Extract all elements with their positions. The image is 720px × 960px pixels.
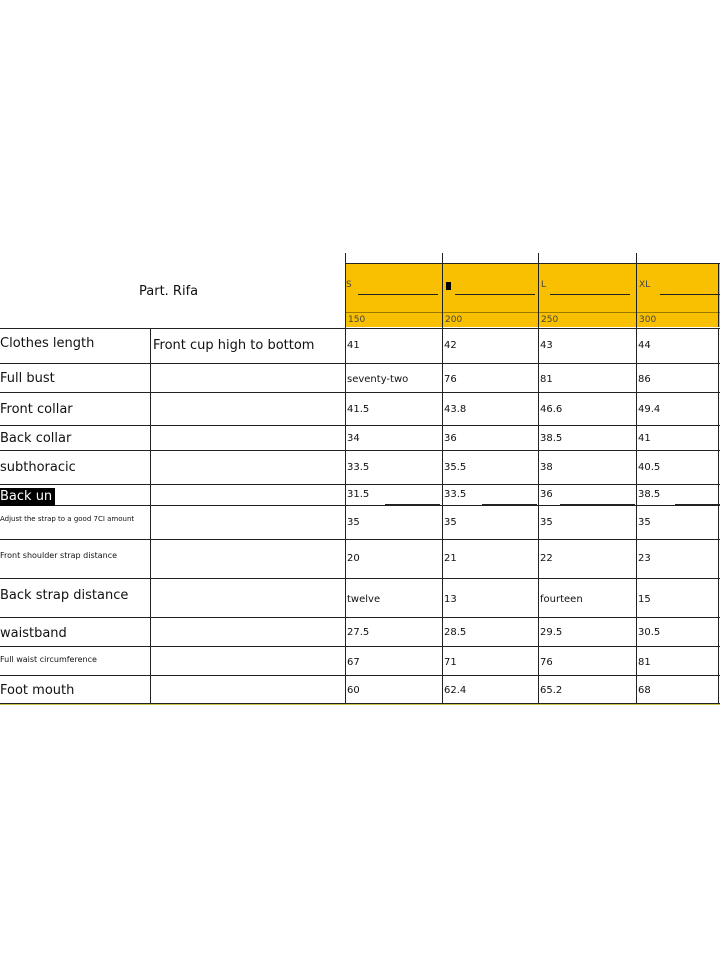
header-col-line-2 [538, 253, 539, 328]
row-tick-5-3 [636, 480, 637, 488]
row-tick-2-0 [345, 388, 346, 396]
cell-value: 46.6 [540, 404, 563, 415]
row-top-line-4 [0, 450, 720, 451]
cell-value: 81 [540, 374, 553, 385]
row-tick-3-2 [538, 421, 539, 429]
cell-value: 20 [347, 553, 360, 564]
row-top-line-9 [0, 617, 720, 618]
header-size-line-1 [358, 294, 438, 295]
row-top-line-5 [0, 484, 720, 485]
cell-value: 35 [347, 517, 360, 528]
cell-value: 68 [638, 685, 651, 696]
row-tick-4-1 [442, 446, 443, 454]
cell-value: fourteen [540, 594, 583, 605]
row-tick-10-3 [636, 642, 637, 650]
value-col-line-4 [718, 328, 719, 703]
cell-value: 81 [638, 657, 651, 668]
weight-header-200: 200 [445, 315, 463, 325]
row-tick-9-3 [636, 613, 637, 621]
row-tick-8-1 [442, 574, 443, 582]
cell-value: 44 [638, 340, 651, 351]
label-col-line [150, 328, 151, 703]
header-size-line-3 [550, 294, 630, 295]
row-label: Front shoulder strap distance [0, 551, 118, 560]
row-tick-5-1 [442, 480, 443, 488]
cell-value: 33.5 [347, 462, 370, 473]
header-col-line-1 [442, 253, 443, 328]
cell-value: 38 [540, 462, 553, 473]
row-tick-7-1 [442, 535, 443, 543]
weight-header-300: 300 [639, 315, 657, 325]
cell-value: 35 [638, 517, 651, 528]
size-m-marker [446, 282, 451, 290]
cell-value: 41 [347, 340, 360, 351]
row-label: waistband [0, 626, 67, 641]
row-top-line-0 [0, 328, 720, 329]
cell-value: 62.4 [444, 685, 467, 696]
row-tick-11-2 [538, 671, 539, 679]
header-col-line-0 [345, 253, 346, 328]
row-tick-2-1 [442, 388, 443, 396]
row-tick-3-0 [345, 421, 346, 429]
row-sublabel: Front cup high to bottom [153, 338, 315, 353]
weight-header-150: 150 [348, 315, 366, 325]
row-tick-3-3 [636, 421, 637, 429]
row-label: Back strap distance [0, 588, 129, 603]
row-tick-4-2 [538, 446, 539, 454]
row-tick-2-2 [538, 388, 539, 396]
cell-value: 35 [444, 517, 457, 528]
row-label: subthoracic [0, 460, 76, 475]
row-label: Front collar [0, 402, 73, 417]
cell-value: 33.5 [444, 489, 467, 500]
cell-value: 34 [347, 433, 360, 444]
size-header-l: L [541, 280, 547, 290]
cell-value: 35.5 [444, 462, 467, 473]
row-tick-7-0 [345, 535, 346, 543]
cell-value: 30.5 [638, 627, 661, 638]
row-top-line-6 [0, 505, 720, 506]
cell-value: 76 [444, 374, 457, 385]
cell-value: 29.5 [540, 627, 563, 638]
cell-value: 60 [347, 685, 360, 696]
row-top-line-7 [0, 539, 720, 540]
header-col-line-3 [636, 253, 637, 328]
header-size-line-4 [660, 294, 720, 295]
row-tick-9-0 [345, 613, 346, 621]
row-label: Back collar [0, 431, 72, 446]
corner-title: Part. Rifa [139, 284, 199, 299]
header-mid-line [345, 312, 720, 313]
row-tick-8-2 [538, 574, 539, 582]
back-un-subline-2 [482, 504, 537, 505]
row-top-line-3 [0, 425, 720, 426]
row-label: Adjust the strap to a good 7CI amount [0, 515, 135, 523]
cell-value: 43 [540, 340, 553, 351]
cell-value: 71 [444, 657, 457, 668]
cell-value: 27.5 [347, 627, 370, 638]
cell-value: 21 [444, 553, 457, 564]
cell-value: 86 [638, 374, 651, 385]
row-tick-2-3 [636, 388, 637, 396]
back-un-subline-4 [675, 504, 720, 505]
row-top-line-2 [0, 392, 720, 393]
row-tick-4-0 [345, 446, 346, 454]
row-tick-3-1 [442, 421, 443, 429]
cell-value: 49.4 [638, 404, 661, 415]
cell-value: 15 [638, 594, 651, 605]
cell-value: 76 [540, 657, 553, 668]
size-header-band [345, 263, 720, 327]
row-tick-1-0 [345, 359, 346, 367]
cell-value: 31.5 [347, 489, 370, 500]
row-tick-5-2 [538, 480, 539, 488]
cell-value: 38.5 [638, 489, 661, 500]
row-tick-9-2 [538, 613, 539, 621]
row-tick-6-2 [538, 501, 539, 509]
row-tick-11-1 [442, 671, 443, 679]
row-tick-1-3 [636, 359, 637, 367]
header-top-line [345, 263, 720, 264]
row-tick-6-1 [442, 501, 443, 509]
row-tick-1-2 [538, 359, 539, 367]
row-top-line-1 [0, 363, 720, 364]
back-un-subline-3 [560, 504, 635, 505]
cell-value: 23 [638, 553, 651, 564]
row-tick-9-1 [442, 613, 443, 621]
cell-value: seventy-two [347, 374, 409, 385]
cell-value: 35 [540, 517, 553, 528]
cell-value: 42 [444, 340, 457, 351]
row-tick-8-3 [636, 574, 637, 582]
table-bottom-line [0, 703, 720, 704]
row-label: Clothes length [0, 336, 95, 351]
cell-value: 67 [347, 657, 360, 668]
cell-value: 36 [540, 489, 553, 500]
row-tick-0-0 [345, 324, 346, 332]
row-tick-1-1 [442, 359, 443, 367]
header-col-line-right [718, 263, 719, 327]
header-size-line-2 [455, 294, 535, 295]
row-tick-6-0 [345, 501, 346, 509]
row-top-line-10 [0, 646, 720, 647]
row-top-line-8 [0, 578, 720, 579]
row-tick-7-2 [538, 535, 539, 543]
cell-value: 28.5 [444, 627, 467, 638]
cell-value: 36 [444, 433, 457, 444]
cell-value: 65.2 [540, 685, 563, 696]
cell-value: twelve [347, 594, 381, 605]
size-header-s: S [346, 280, 352, 290]
row-tick-8-0 [345, 574, 346, 582]
back-un-subline-1 [385, 504, 440, 505]
cell-value: 38.5 [540, 433, 563, 444]
row-tick-0-1 [442, 324, 443, 332]
row-label: Back un [0, 488, 55, 506]
row-tick-6-3 [636, 501, 637, 509]
cell-value: 41 [638, 433, 651, 444]
row-tick-7-3 [636, 535, 637, 543]
cell-value: 43.8 [444, 404, 467, 415]
cell-value: 40.5 [638, 462, 661, 473]
weight-header-250: 250 [541, 315, 559, 325]
cell-value: 22 [540, 553, 553, 564]
size-header-xl: XL [639, 280, 651, 290]
row-tick-10-2 [538, 642, 539, 650]
row-tick-10-1 [442, 642, 443, 650]
row-tick-11-3 [636, 671, 637, 679]
row-top-line-11 [0, 675, 720, 676]
cell-value: 13 [444, 594, 457, 605]
row-label: Full bust [0, 371, 55, 386]
row-tick-0-3 [636, 324, 637, 332]
row-label: Foot mouth [0, 683, 75, 698]
size-header-m: M [451, 281, 452, 282]
row-tick-11-0 [345, 671, 346, 679]
cell-value: 41.5 [347, 404, 370, 415]
row-tick-5-0 [345, 480, 346, 488]
row-label: Full waist circumference [0, 655, 97, 664]
row-tick-10-0 [345, 642, 346, 650]
row-tick-0-2 [538, 324, 539, 332]
row-tick-4-3 [636, 446, 637, 454]
